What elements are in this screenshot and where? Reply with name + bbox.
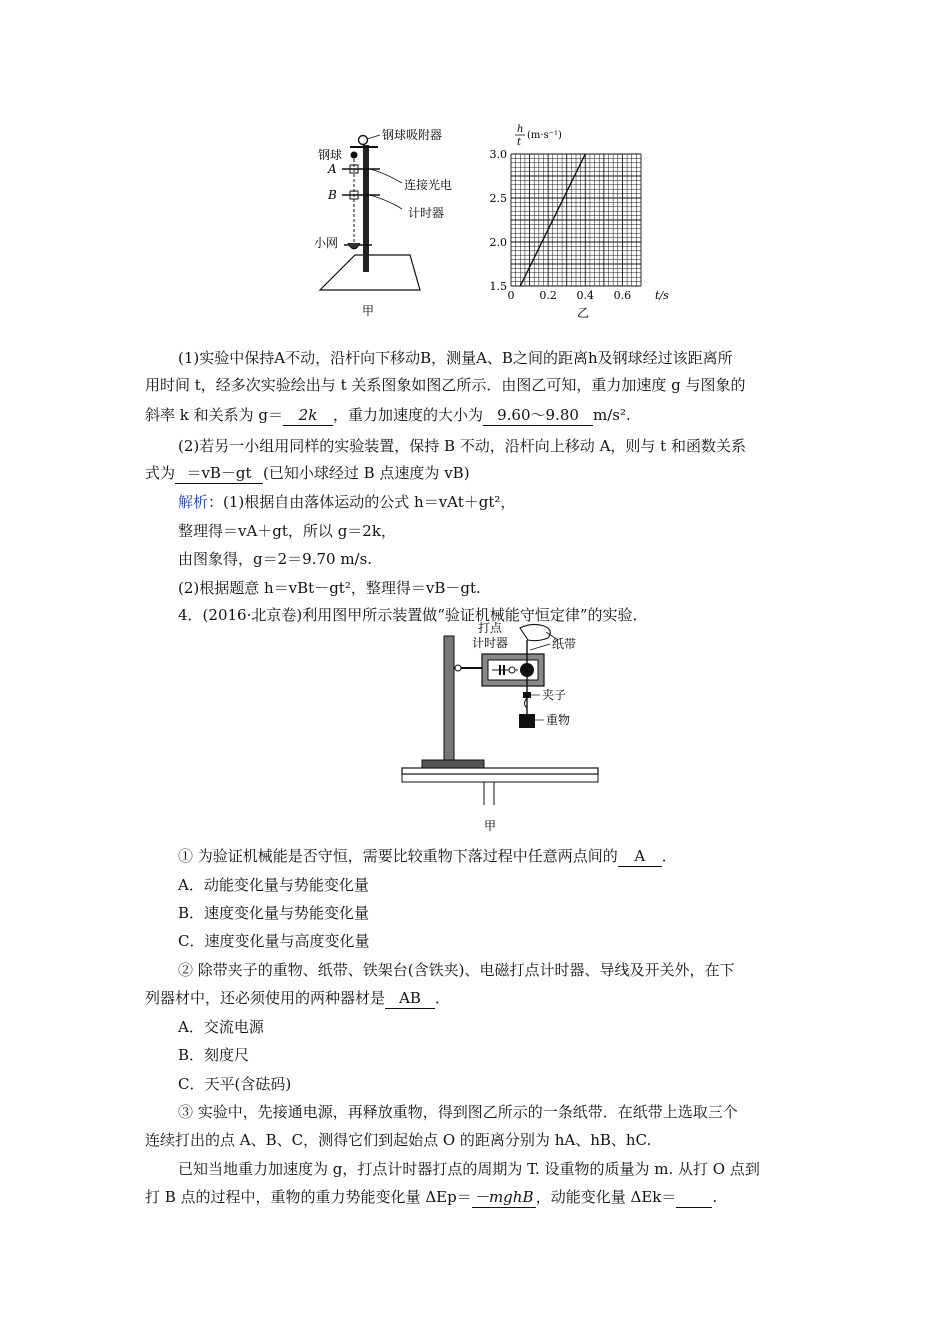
c3-line2: 连续打出的点 A、B、C，测得它们到起始点 O 的距离分别为 hA、hB、hC. — [145, 1131, 652, 1149]
y-tick-label: 3.0 — [489, 148, 507, 161]
chart-ylabel-den: t — [517, 137, 522, 148]
fig2-caption: 甲 — [484, 819, 497, 833]
label-b: B — [328, 188, 337, 202]
c3-line3: 已知当地重力加速度为 g，打点计时器打点的周期为 T. 设重物的质量为 m. 从打 O 点到 — [178, 1160, 760, 1178]
answer-c2: AB — [385, 988, 435, 1009]
label-timer: 计时器 — [408, 206, 445, 220]
y-tick-label: 2.0 — [489, 236, 507, 249]
c3-line4: 打 B 点的过程中，重物的重力势能变化量 ΔEp＝ －mghB ，动能变化量 ΔEk＝ . — [145, 1188, 718, 1206]
chart-ylabel-num: h — [517, 124, 524, 135]
c1-option-c: C．速度变化量与高度变化量 — [178, 932, 370, 950]
label-timer-2: 计时器 — [472, 636, 509, 650]
x-tick-label: 0.6 — [613, 289, 632, 302]
jiexi-line2: 整理得＝vA＋gt，所以 g＝2k， — [178, 522, 396, 540]
answer-potential-energy: －mghB — [472, 1187, 536, 1208]
answer-g-value: 9.60～9.80 — [483, 405, 593, 426]
x-tick-label: 0 — [507, 289, 515, 302]
label-net: 小网 — [314, 236, 339, 250]
label-adsorber: 钢球吸附器 — [382, 128, 443, 142]
c1-question: ① 为验证机械能是否守恒，需要比较重物下落过程中任意两点间的 A ． — [178, 847, 677, 865]
chart-caption: 乙 — [577, 306, 590, 320]
c2-line1: ② 除带夹子的重物、纸带、铁架台(含铁夹)、电磁打点计时器、导线及开关外，在下 — [178, 961, 735, 979]
label-clip: 夹子 — [542, 688, 567, 702]
jiexi-line3: 由图象得，g＝2＝9.70 m/s. — [178, 550, 373, 568]
q1-line1: (1)实验中保持A不动，沿杆向下移动B，测量A、B之间的距离h及钢球经过该距离所 — [178, 349, 733, 367]
jiexi-label: 解析 — [178, 493, 209, 511]
jiexi-line1: 解析：(1)根据自由落体运动的公式 h＝vAt＋gt²， — [178, 493, 516, 511]
answer-c1: A — [618, 846, 662, 867]
q1-line3: 斜率 k 和关系为 g＝ 2k ，重力加速度的大小为 9.60～9.80 m/s². — [145, 406, 631, 424]
chart-h-over-t — [483, 122, 673, 322]
x-tick-label: 0.2 — [539, 289, 557, 302]
chart-xlabel: t/s — [655, 289, 669, 302]
x-tick-label: 0.4 — [576, 289, 595, 302]
q1-line2: 用时间 t，经多次实验绘出与 t 关系图象如图乙所示．由图乙可知，重力加速度 g 与图象的 — [145, 376, 746, 394]
label-tape: 纸带 — [552, 637, 577, 651]
label-connect: 连接光电 — [404, 178, 453, 192]
y-tick-label: 2.5 — [489, 192, 507, 205]
figure-free-fall-apparatus — [310, 125, 480, 320]
label-timer-1: 打点 — [478, 621, 503, 635]
problem-4-title: 4．(2016·北京卷)利用图甲所示装置做“验证机械能守恒定律”的实验． — [178, 606, 648, 624]
c2-option-b: B．刻度尺 — [178, 1046, 250, 1064]
c3-line1: ③ 实验中，先接通电源，再释放重物，得到图乙所示的一条纸带．在纸带上选取三个 — [178, 1103, 738, 1121]
c1-option-a: A．动能变化量与势能变化量 — [178, 876, 369, 894]
chart-ylabel-unit: (m·s⁻¹) — [527, 130, 562, 141]
label-ball: 钢球 — [318, 148, 343, 162]
c2-line2: 列器材中，还必须使用的两种器材是 AB ． — [145, 989, 451, 1007]
c2-option-a: A．交流电源 — [178, 1018, 264, 1036]
c2-option-c: C．天平(含砝码) — [178, 1075, 292, 1093]
answer-kinetic-energy-blank — [676, 1187, 712, 1208]
q2-line1: (2)若另一小组用同样的实验装置，保持 B 不动，沿杆向上移动 A，则与 t 和函数关系 — [178, 437, 746, 455]
y-tick-label: 1.5 — [489, 280, 507, 293]
q2-line2: 式为 ＝vB－gt (已知小球经过 B 点速度为 vB) — [145, 464, 470, 482]
label-weight: 重物 — [546, 713, 571, 727]
fig1-caption: 甲 — [362, 304, 375, 318]
jiexi-line4: (2)根据题意 h＝vBt－gt²，整理得＝vB－gt. — [178, 579, 481, 597]
label-a: A — [328, 162, 337, 176]
c1-option-b: B．速度变化量与势能变化量 — [178, 904, 370, 922]
figure-energy-apparatus — [400, 620, 600, 835]
answer-g-k: 2k — [283, 405, 333, 426]
answer-function: ＝vB－gt — [175, 463, 263, 484]
